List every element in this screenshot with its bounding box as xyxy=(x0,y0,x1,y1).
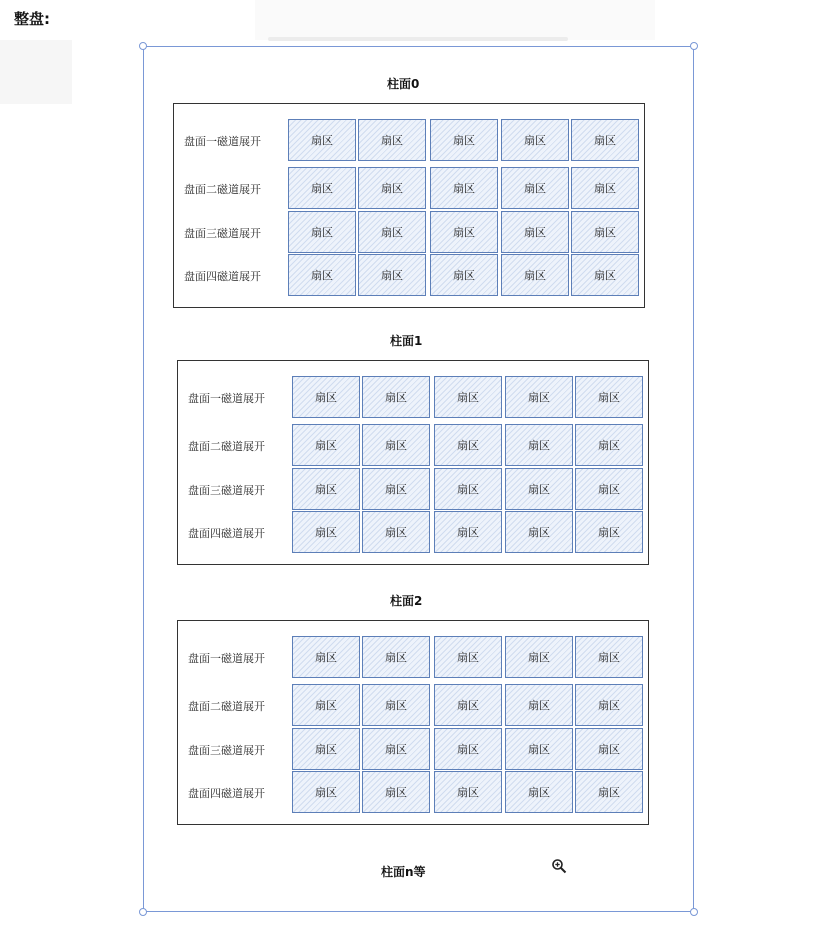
sector-cell[interactable]: 扇区 xyxy=(292,424,360,466)
sector-cell[interactable]: 扇区 xyxy=(505,684,573,726)
cylinder-box xyxy=(177,360,649,565)
sector-cell[interactable]: 扇区 xyxy=(505,636,573,678)
sector-cell[interactable]: 扇区 xyxy=(505,376,573,418)
sector-cell[interactable]: 扇区 xyxy=(434,511,502,553)
sector-cell[interactable]: 扇区 xyxy=(362,424,430,466)
sector-cell[interactable]: 扇区 xyxy=(575,424,643,466)
sector-cell[interactable]: 扇区 xyxy=(430,254,498,296)
sector-cell[interactable]: 扇区 xyxy=(288,254,356,296)
sector-cell[interactable]: 扇区 xyxy=(362,771,430,813)
background-divider xyxy=(268,37,568,41)
track-label: 盘面三磁道展开 xyxy=(188,744,265,757)
track-label: 盘面一磁道展开 xyxy=(188,652,265,665)
sector-cell[interactable]: 扇区 xyxy=(434,771,502,813)
resize-handle-bottom-right[interactable] xyxy=(690,908,698,916)
sector-cell[interactable]: 扇区 xyxy=(575,771,643,813)
sector-cell[interactable]: 扇区 xyxy=(434,684,502,726)
sector-cell[interactable]: 扇区 xyxy=(505,424,573,466)
track-label: 盘面三磁道展开 xyxy=(188,484,265,497)
sector-cell[interactable]: 扇区 xyxy=(362,684,430,726)
sector-cell[interactable]: 扇区 xyxy=(434,424,502,466)
track-row xyxy=(174,254,644,296)
sector-cell[interactable]: 扇区 xyxy=(292,511,360,553)
track-label: 盘面三磁道展开 xyxy=(184,227,261,240)
track-row xyxy=(178,728,648,770)
footer-label: 柱面n等 xyxy=(381,865,426,879)
sector-cell[interactable]: 扇区 xyxy=(571,254,639,296)
sector-cell[interactable]: 扇区 xyxy=(358,254,426,296)
sector-cell[interactable]: 扇区 xyxy=(292,636,360,678)
sector-cell[interactable]: 扇区 xyxy=(434,376,502,418)
track-label: 盘面四磁道展开 xyxy=(188,787,265,800)
cylinder-box xyxy=(177,620,649,825)
sector-cell[interactable]: 扇区 xyxy=(362,728,430,770)
sector-cell[interactable]: 扇区 xyxy=(575,636,643,678)
sector-cell[interactable]: 扇区 xyxy=(501,167,569,209)
sector-cell[interactable]: 扇区 xyxy=(575,468,643,510)
sector-cell[interactable]: 扇区 xyxy=(505,771,573,813)
sector-cell[interactable]: 扇区 xyxy=(430,167,498,209)
sector-cell[interactable]: 扇区 xyxy=(292,468,360,510)
sector-cell[interactable]: 扇区 xyxy=(505,728,573,770)
cylinder-label: 柱面2 xyxy=(390,594,423,608)
track-label: 盘面二磁道展开 xyxy=(184,183,261,196)
sector-cell[interactable]: 扇区 xyxy=(358,119,426,161)
side-panel xyxy=(0,40,72,104)
sector-cell[interactable]: 扇区 xyxy=(575,684,643,726)
resize-handle-bottom-left[interactable] xyxy=(139,908,147,916)
track-label: 盘面二磁道展开 xyxy=(188,700,265,713)
sector-cell[interactable]: 扇区 xyxy=(434,636,502,678)
sector-cell[interactable]: 扇区 xyxy=(434,468,502,510)
sector-cell[interactable]: 扇区 xyxy=(505,468,573,510)
sector-cell[interactable]: 扇区 xyxy=(575,511,643,553)
track-row xyxy=(178,468,648,510)
track-row xyxy=(178,376,648,418)
sector-cell[interactable]: 扇区 xyxy=(288,119,356,161)
sector-cell[interactable]: 扇区 xyxy=(362,511,430,553)
sector-cell[interactable]: 扇区 xyxy=(505,511,573,553)
sector-cell[interactable]: 扇区 xyxy=(288,167,356,209)
sector-cell[interactable]: 扇区 xyxy=(288,211,356,253)
background-panel xyxy=(255,0,655,40)
sector-cell[interactable]: 扇区 xyxy=(434,728,502,770)
track-label: 盘面四磁道展开 xyxy=(184,270,261,283)
track-row xyxy=(174,211,644,253)
track-row xyxy=(174,167,644,209)
sector-cell[interactable]: 扇区 xyxy=(362,376,430,418)
sector-cell[interactable]: 扇区 xyxy=(571,167,639,209)
sector-cell[interactable]: 扇区 xyxy=(358,211,426,253)
sector-cell[interactable]: 扇区 xyxy=(430,211,498,253)
track-label: 盘面二磁道展开 xyxy=(188,440,265,453)
track-row xyxy=(178,511,648,553)
sector-cell[interactable]: 扇区 xyxy=(292,684,360,726)
cylinder-label: 柱面0 xyxy=(387,77,420,91)
sector-cell[interactable]: 扇区 xyxy=(362,468,430,510)
cylinder-box xyxy=(173,103,645,308)
sector-cell[interactable]: 扇区 xyxy=(501,119,569,161)
sector-cell[interactable]: 扇区 xyxy=(292,771,360,813)
sector-cell[interactable]: 扇区 xyxy=(292,728,360,770)
sector-cell[interactable]: 扇区 xyxy=(571,211,639,253)
sector-cell[interactable]: 扇区 xyxy=(575,728,643,770)
resize-handle-top-left[interactable] xyxy=(139,42,147,50)
sector-cell[interactable]: 扇区 xyxy=(292,376,360,418)
sector-cell[interactable]: 扇区 xyxy=(362,636,430,678)
track-row xyxy=(174,119,644,161)
track-label: 盘面一磁道展开 xyxy=(184,135,261,148)
sector-cell[interactable]: 扇区 xyxy=(501,211,569,253)
track-label: 盘面一磁道展开 xyxy=(188,392,265,405)
sector-cell[interactable]: 扇区 xyxy=(430,119,498,161)
track-label: 盘面四磁道展开 xyxy=(188,527,265,540)
resize-handle-top-right[interactable] xyxy=(690,42,698,50)
page-title: 整盘: xyxy=(14,10,50,28)
track-row xyxy=(178,684,648,726)
zoom-in-icon[interactable] xyxy=(551,858,567,874)
cylinder-label: 柱面1 xyxy=(390,334,423,348)
track-row xyxy=(178,424,648,466)
sector-cell[interactable]: 扇区 xyxy=(575,376,643,418)
sector-cell[interactable]: 扇区 xyxy=(501,254,569,296)
sector-cell[interactable]: 扇区 xyxy=(571,119,639,161)
track-row xyxy=(178,771,648,813)
track-row xyxy=(178,636,648,678)
sector-cell[interactable]: 扇区 xyxy=(358,167,426,209)
